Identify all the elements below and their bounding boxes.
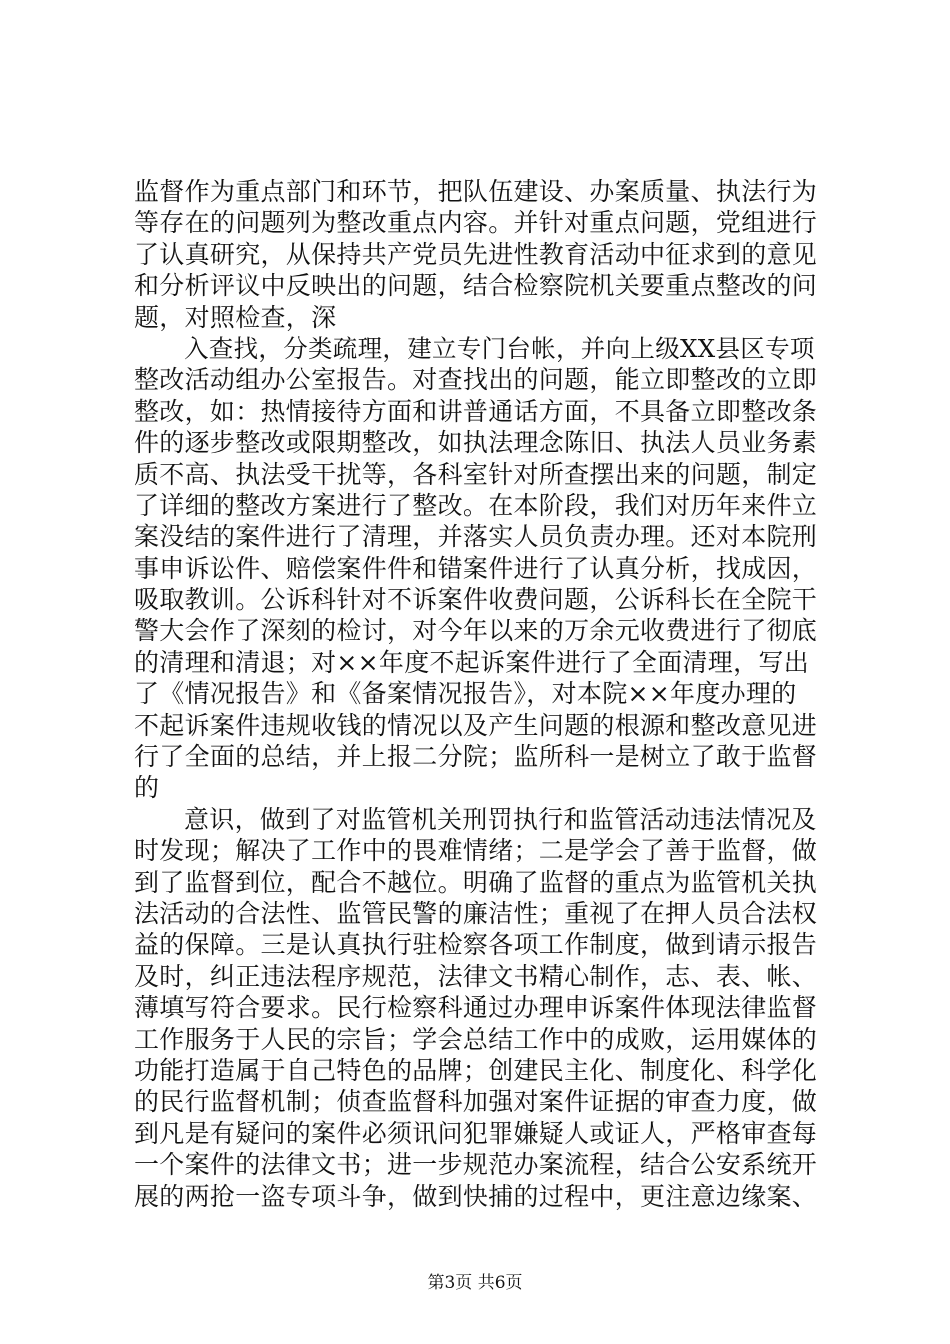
text-line: 和分析评议中反映出的问题，结合检察院机关要重点整改的问 [134, 271, 818, 301]
paragraph-2 [134, 333, 824, 804]
text-line: 质不高、执法受干扰等，各科室针对所查摆出来的问题，制定 [134, 459, 818, 489]
text-line: 意识，做到了对监管机关刑罚执行和监管活动违法情况及 [184, 804, 817, 834]
text-line: 了详细的整改方案进行了整改。在本阶段，我们对历年来件立 [134, 490, 818, 520]
text-line: 案没结的案件进行了清理，并落实人员负责办理。还对本院刑 [134, 522, 818, 552]
text-line: 的民行监督机制；侦查监督科加强对案件证据的审查力度，做 [134, 1087, 818, 1117]
text-line: 益的保障。三是认真执行驻检察各项工作制度，做到请示报告 [134, 930, 818, 960]
text-line: 入查找，分类疏理，建立专门台帐，并向上级XX县区专项 [184, 333, 815, 363]
text-line: 法活动的合法性、监管民警的廉洁性；重视了在押人员合法权 [134, 898, 818, 928]
text-line: 的清理和清退；对××年度不起诉案件进行了全面清理，写出 [134, 647, 809, 677]
paragraph-1 [134, 176, 824, 333]
text-line: 时发现；解决了工作中的畏难情绪；二是学会了善于监督，做 [134, 836, 818, 866]
page-number-footer: 第3页 共6页 [427, 1273, 523, 1293]
text-line: 行了全面的总结，并上报二分院；监所科一是树立了敢于监督 [134, 742, 818, 772]
text-line: 到了监督到位，配合不越位。明确了监督的重点为监管机关执 [134, 867, 818, 897]
text-line: 吸取教训。公诉科针对不诉案件收费问题，公诉科长在全院干 [134, 585, 818, 615]
text-line: 整改活动组办公室报告。对查找出的问题，能立即整改的立即 [134, 365, 818, 395]
text-line: 一个案件的法律文书；进一步规范办案流程，结合公安系统开 [134, 1150, 818, 1180]
text-line: 等存在的问题列为整改重点内容。并针对重点问题，党组进行 [134, 208, 818, 238]
text-line: 监督作为重点部门和环节，把队伍建设、办案质量、执法行为 [134, 177, 818, 206]
document-body [134, 176, 824, 1212]
text-line: 了认真研究，从保持共产党员先进性教育活动中征求到的意见 [134, 239, 818, 269]
text-line: 的 [134, 773, 160, 803]
text-line: 功能打造属于自己特色的品牌；创建民主化、制度化、科学化 [134, 1055, 818, 1085]
text-line: 及时，纠正违法程序规范，法律文书精心制作，志、表、帐、 [134, 961, 818, 991]
text-line: 事申诉讼件、赔偿案件件和错案件进行了认真分析，找成因， [134, 553, 818, 583]
text-line: 警大会作了深刻的检讨，对今年以来的万余元收费进行了彻底 [134, 616, 818, 646]
text-line: 了《情况报告》和《备案情况报告》，对本院××年度办理的 [134, 679, 797, 709]
text-line: 展的两抢一盗专项斗争，做到快捕的过程中，更注意边缘案、 [134, 1181, 818, 1211]
text-line: 整改，如：热情接待方面和讲普通话方面，不具备立即整改条 [134, 396, 818, 426]
paragraph-3 [134, 804, 824, 1212]
text-line: 薄填写符合要求。民行检察科通过办理申诉案件体现法律监督 [134, 993, 818, 1023]
text-line: 题，对照检查，深 [134, 302, 337, 332]
text-line: 不起诉案件违规收钱的情况以及产生问题的根源和整改意见进 [134, 710, 818, 740]
text-line: 工作服务于人民的宗旨；学会总结工作中的成败，运用媒体的 [134, 1024, 818, 1054]
text-line: 到凡是有疑问的案件必须讯问犯罪嫌疑人或证人，严格审查每 [134, 1118, 818, 1148]
text-line: 件的逐步整改或限期整改，如执法理念陈旧、执法人员业务素 [134, 428, 818, 458]
